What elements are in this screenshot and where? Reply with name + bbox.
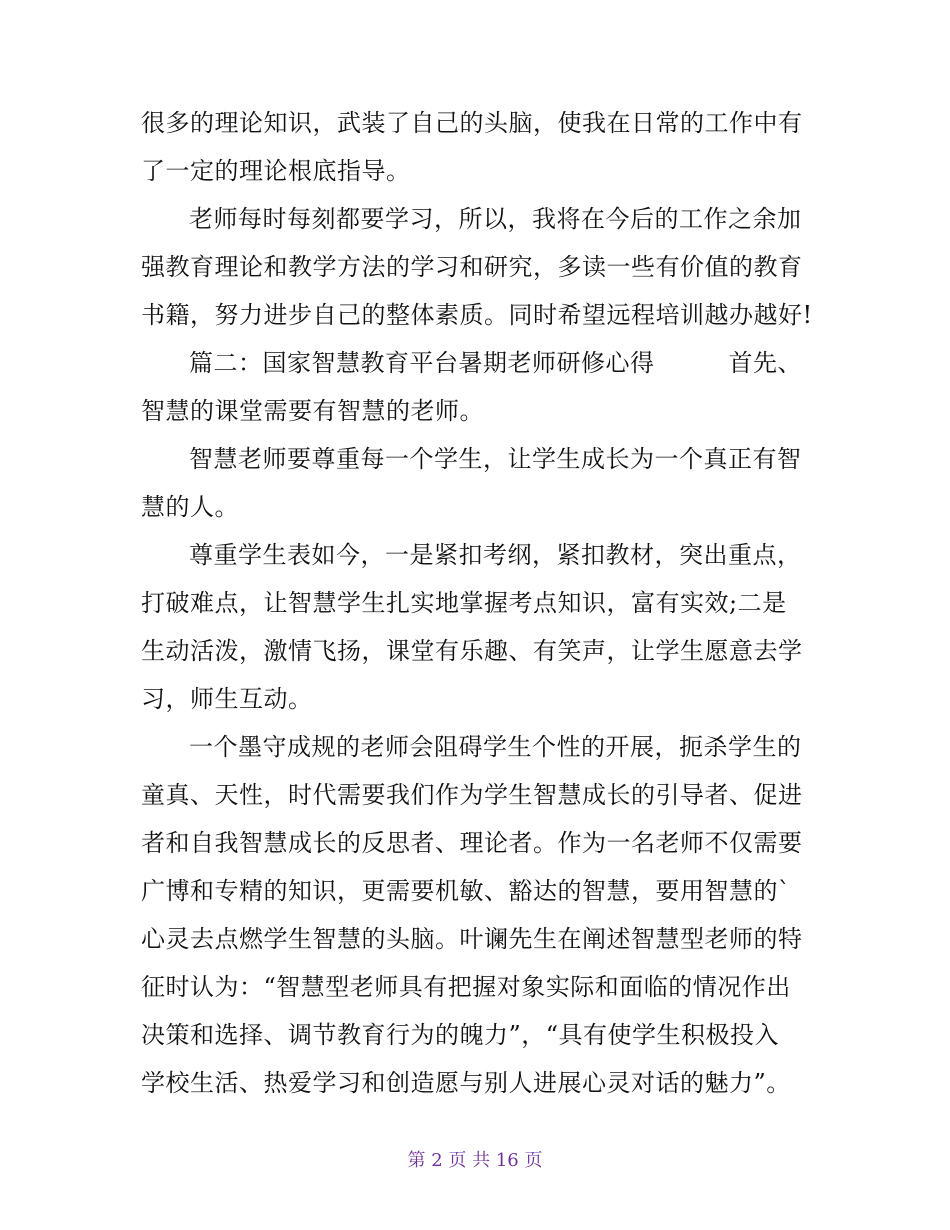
body-line-1: 很多的理论知识，武装了自己的头脑，使我在日常的工作中有 — [141, 109, 803, 137]
section-heading: 篇二：国家智慧教育平台暑期老师研修心得 — [189, 349, 655, 377]
body-line-18: 心灵去点燃学生智慧的头脑。叶谰先生在阐述智慧型老师的特 — [141, 925, 803, 953]
body-line-21: 学校生活、热爱学习和创造愿与别人进展心灵对话的魅力”。 — [141, 1069, 791, 1097]
page-footer: 第 2 页 共 16 页 — [407, 1150, 543, 1171]
section-heading-tail: 首先、 — [728, 349, 802, 377]
body-line-5: 书籍，努力进步自己的整体素质。同时希望远程培训越办越好! — [141, 301, 813, 329]
body-line-7: 智慧的课堂需要有智慧的老师。 — [141, 397, 484, 425]
body-line-20: 决策和选择、调节教育行为的魄力”，“具有使学生积极投入 — [141, 1021, 780, 1049]
body-line-15: 童真、天性，时代需要我们作为学生智慧成长的引导者、促进 — [141, 781, 803, 809]
body-line-11: 打破难点，让智慧学生扎实地掌握考点知识，富有实效;二是 — [141, 589, 787, 617]
body-line-10: 尊重学生表如今，一是紧扣考纲，紧扣教材，突出重点， — [189, 541, 802, 569]
body-line-3: 老师每时每刻都要学习，所以，我将在今后的工作之余加 — [189, 205, 802, 233]
body-line-19: 征时认为：“智慧型老师具有把握对象实际和面临的情况作出 — [141, 973, 791, 1001]
body-line-9: 慧的人。 — [141, 493, 239, 521]
body-line-12: 生动活泼，激情飞扬，课堂有乐趣、有笑声，让学生愿意去学 — [141, 637, 803, 665]
body-line-14: 一个墨守成规的老师会阻碍学生个性的开展，扼杀学生的 — [189, 733, 802, 761]
body-line-17: 广博和专精的知识，更需要机敏、豁达的智慧，要用智慧的` — [141, 877, 791, 905]
body-line-8: 智慧老师要尊重每一个学生，让学生成长为一个真正有智 — [189, 445, 802, 473]
section-heading-line — [189, 347, 802, 379]
body-line-2: 了一定的理论根底指导。 — [141, 157, 411, 185]
body-line-16: 者和自我智慧成长的反思者、理论者。作为一名老师不仅需要 — [141, 829, 803, 857]
body-line-4: 强教育理论和教学方法的学习和研究，多读一些有价值的教育 — [141, 253, 803, 281]
body-line-13: 习，师生互动。 — [141, 685, 313, 713]
